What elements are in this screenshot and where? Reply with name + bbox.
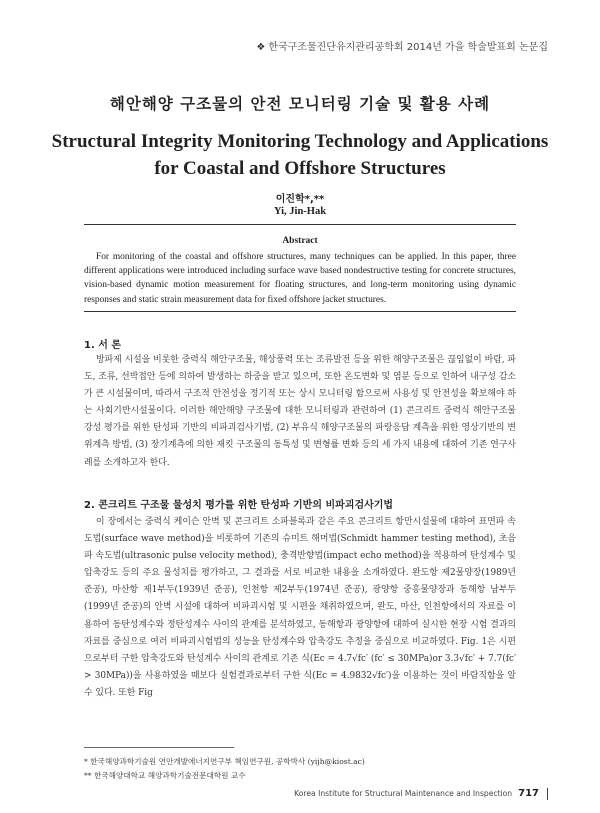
abstract-bottom-rule xyxy=(84,311,516,312)
section-body-nondestructive-testing: 이 장에서는 중력식 케이슨 안벽 및 콘크리트 소파블록과 같은 주요 콘크리트 항만시설물에 대하여 표면파 속도법(surface wave method)을 비롯하여 기존의 슈미트 해머법(Schmidt hammer testing method), 초음파 속도법(ultrasonic pulse velocity method), 충격반향법(impact echo method)을 적용하여 탄성계수 및 압축강도 등의 주요 물성치를 평가하고, 그 결과를 서로 비교한 내용을 소개하였다. 완도항 제2물양장(1989년 준공), 마산항 제1부두(1939년 준공), 인천항 제2부두(1974년 준공), 광양항 중흥물양장과 동해항 남부두(1999년 준공)의 안벽 시설에 대하여 비파괴시험 및 시편을 채취하였으며, 완도, 마산, 인천항에서의 자료를 이용하여 동탄성계수와 정탄성계수 사이의 관계를 분석하였고, 동해항과 광양항에 대하여 실시한 현장 시험 결과의 자료를 중심으로 여러 비파괴시험법의 성능을 탄성계수와 압축강도 추정을 중심으로 비교하였다. Fig. 1은 시편으로부터 구한 압축강도와 탄성계수 사이의 관계로 기존 식(Ec = 4.7√fc′ (fc′ ≤ 30MPa)or 3.3√fc′ + 7.7(fc′ > 30MPa))을 사용하였을 때보다 실험결과로부터 구한 식(Ec = 4.9832√fc′)을 이용하는 것이 바람직함을 알 수 있다. 또한 Fig xyxy=(84,517,516,698)
paper-title-english-line1: Structural Integrity Monitoring Technology and Applications xyxy=(51,131,549,152)
abstract-top-rule xyxy=(84,224,516,225)
footnote-affiliation-1: * 한국해양과학기술원 연안개발에너지연구부 책임연구원, 공학박사 (yijh@kiost.ac) xyxy=(84,757,365,766)
page-footer xyxy=(294,788,548,800)
paper-title-korean: 해안해양 구조물의 안전 모니터링 기술 및 활용 사례 xyxy=(109,95,491,113)
abstract-heading: Abstract xyxy=(282,236,318,246)
paper-title-english xyxy=(40,128,560,182)
author-name-english: Yi, Jin-Hak xyxy=(273,206,327,217)
abstract-body: For monitoring of the coastal and offshore structures, many techniques can be applied. In this paper, three different applications were introduced including surface wave based nondestructive testing for concrete structures, vision-based dynamic motion measurement for floating structures, and long-term monitoring using dynamic responses and static strain measurement data for fixed offshore jacket structures. xyxy=(84,252,516,305)
diamond-bullet-icon: ❖ xyxy=(256,42,266,53)
footer-divider xyxy=(547,788,548,800)
section-heading-introduction: 1. 서 론 xyxy=(84,340,122,351)
footnote-rule xyxy=(84,747,234,748)
paper-title-english-line2: for Coastal and Offshore Structures xyxy=(154,158,446,179)
section-heading-nondestructive-testing: 2. 콘크리트 구조물 물성치 평가를 위한 탄성파 기반의 비파괴검사기법 xyxy=(84,500,394,511)
footnote-affiliation-2: ** 한국해양대학교 해양과학기술전문대학원 교수 xyxy=(84,771,246,780)
footer-institute: Korea Institute for Structural Maintenance and Inspection xyxy=(294,789,513,798)
page-number: 717 xyxy=(518,788,539,799)
section-body-introduction: 방파제 시설을 비롯한 중력식 해안구조물, 해상풍력 또는 조류발전 등을 위한 해양구조물은 끊임없이 바람, 파도, 조류, 선박접안 등에 의하여 발생하는 하중을 받고 있으며, 또한 온도변화 및 염분 등으로 인하여 내구성 감소가 큰 시설물이며, 따라서 구조적 안전성을 정기적 또는 상시 모니터링 함으로써 사용성 및 안전성을 확보해야 하는 사회기반시설물이다. 이러한 해안해양 구조물에 대한 모니터링과 관련하여 (1) 콘크리트 중력식 해안구조물 강성 평가를 위한 탄성파 기반의 비파괴검사기법, (2) 부유식 해양구조물의 파랑응답 계측을 위한 영상기반의 변위계측 방법, (3) 장기계측에 의한 재킷 구조물의 동특성 및 변형률 변화 등의 세 가지 내용에 대하여 기존 연구사례를 소개하고자 한다. xyxy=(84,355,516,468)
running-header-text: 한국구조물진단유지관리공학회 2014년 가을 학술발표회 논문집 xyxy=(268,42,548,53)
running-header xyxy=(256,38,548,53)
author-name-korean: 이진학*,** xyxy=(275,194,325,205)
